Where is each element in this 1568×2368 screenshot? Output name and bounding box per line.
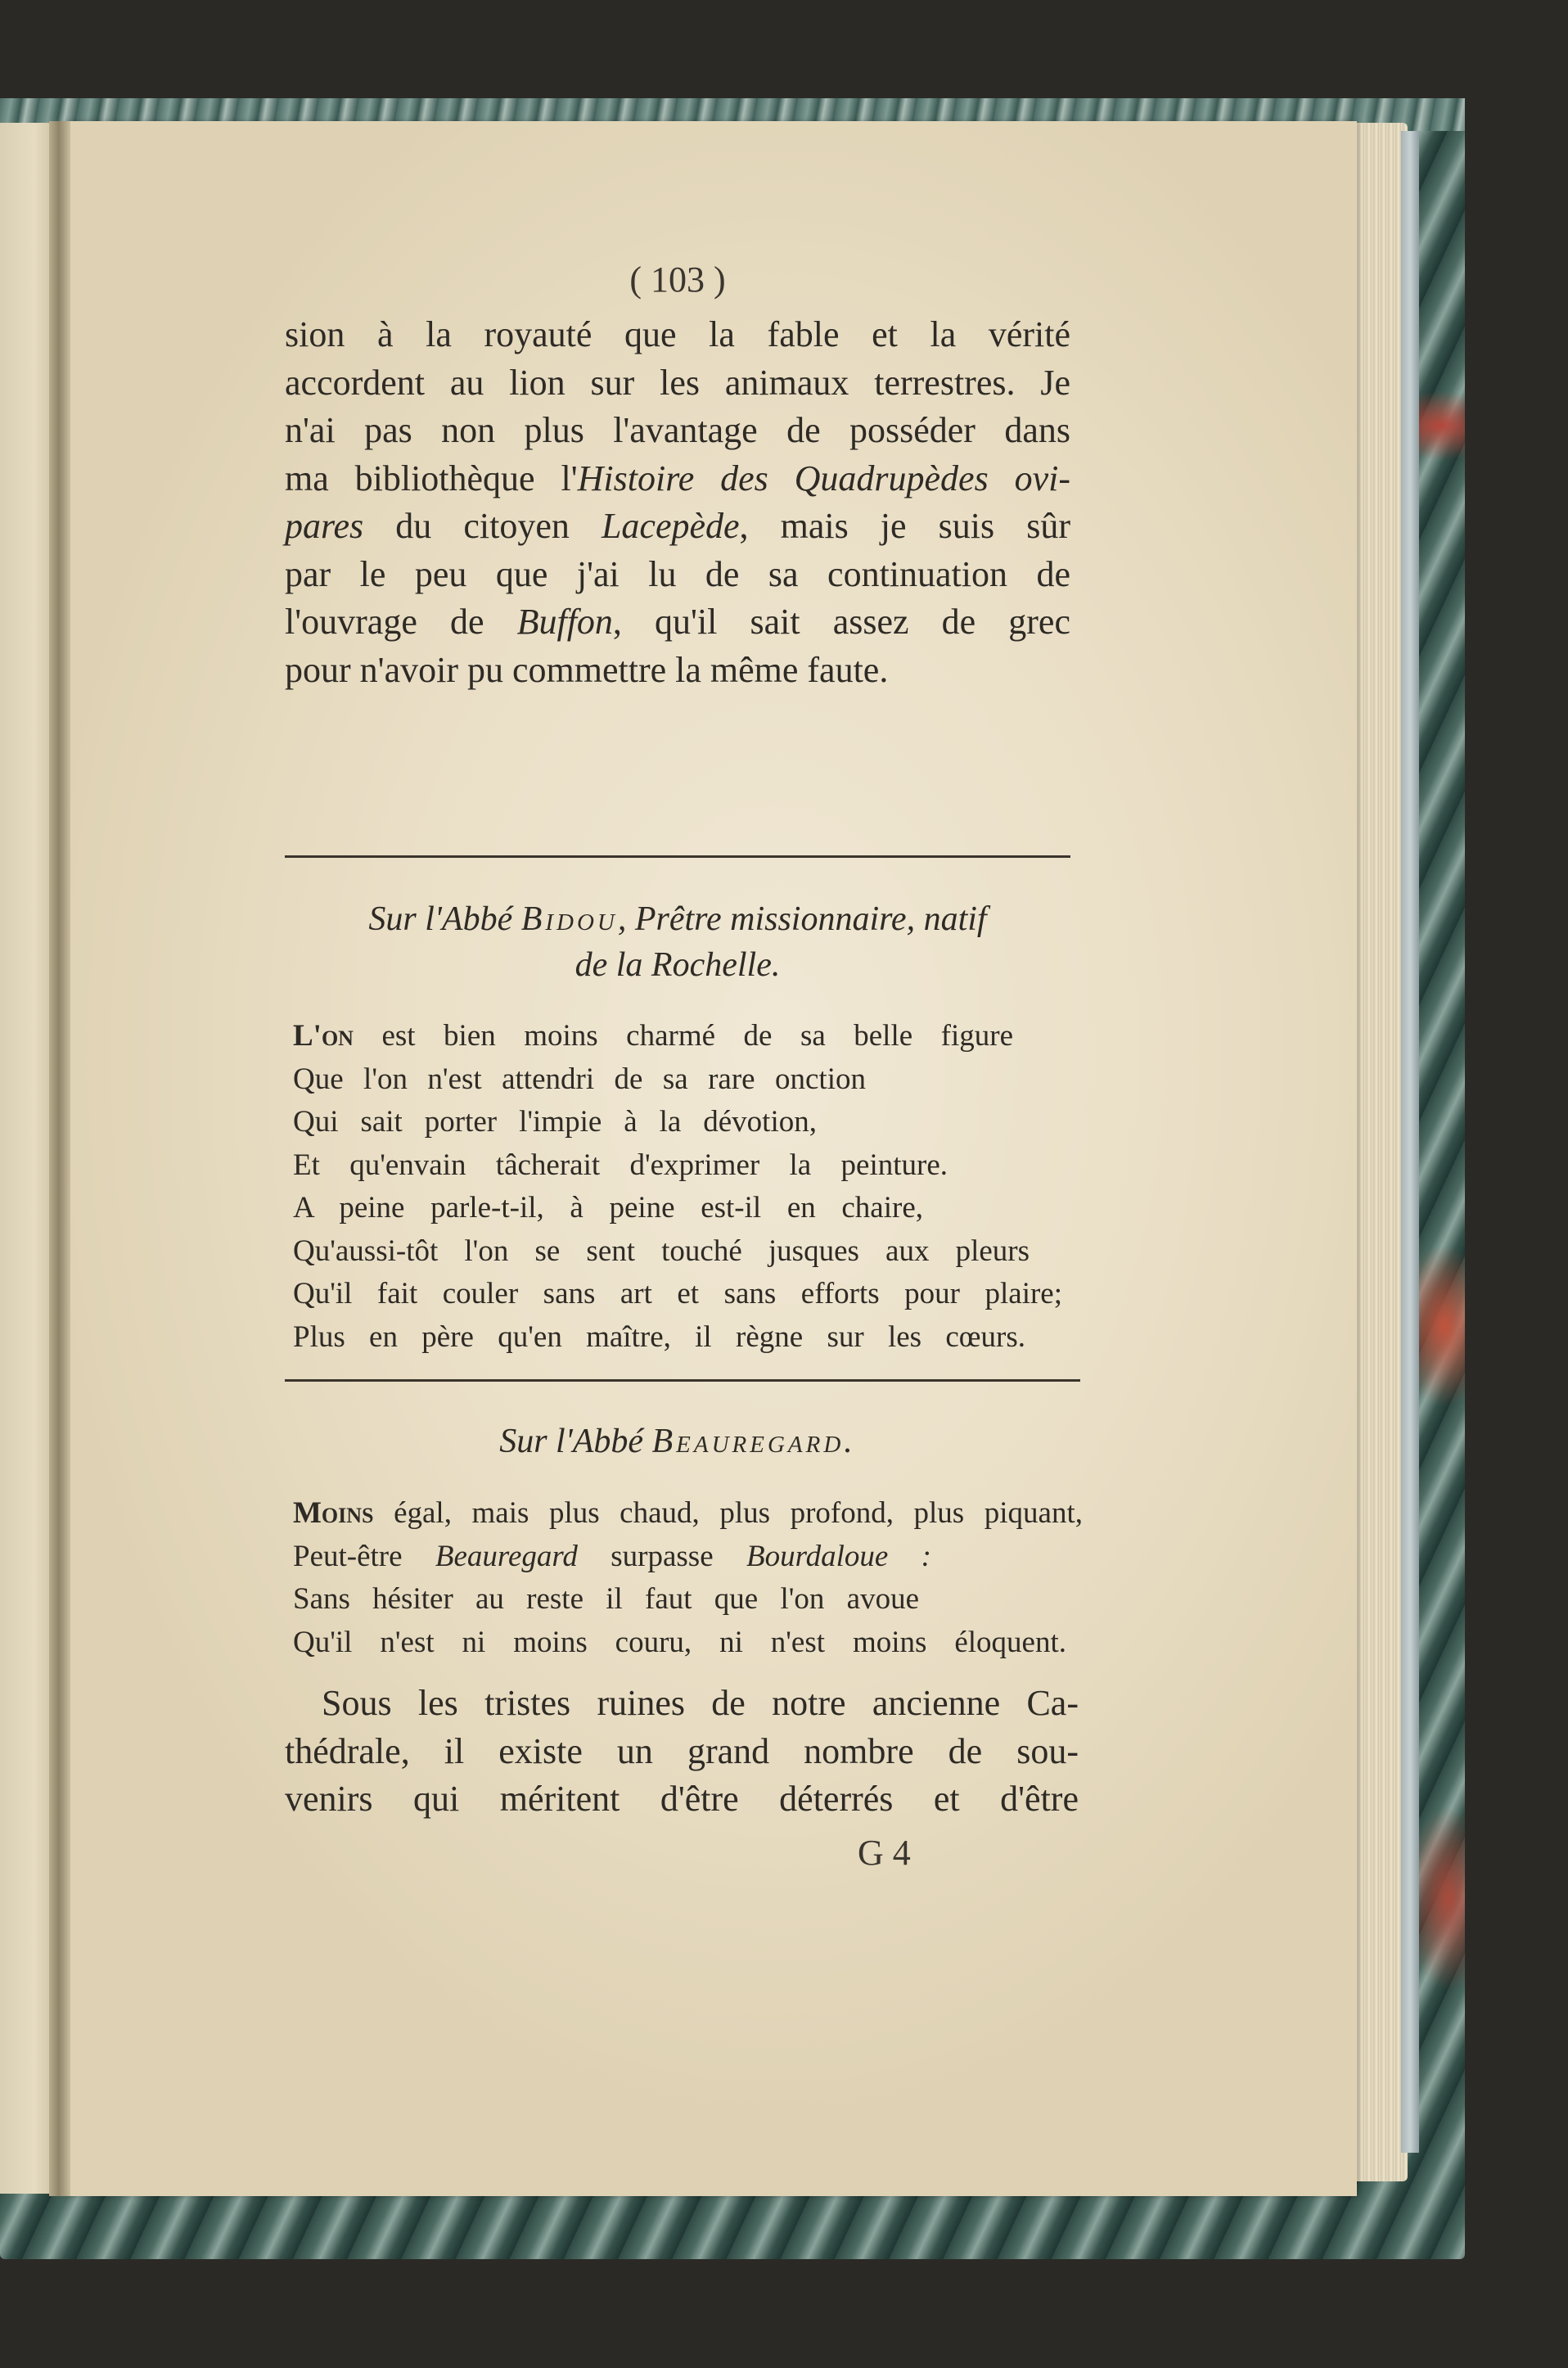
closing-paragraph (285, 1680, 1079, 1824)
poem1-verse (293, 1015, 1062, 1359)
poem1-first-word: L'on (293, 1019, 354, 1053)
poem2-heading-prefix: Sur l'Abbé (499, 1423, 652, 1460)
closing-line-1: Sous les tristes ruines de notre ancienne Ca- (322, 1683, 1079, 1723)
poem2-heading (285, 1419, 1070, 1464)
signature-mark: G 4 (858, 1833, 911, 1873)
poem1-heading (285, 896, 1070, 988)
poem1-line-5: A peine parle-t-il, à peine est-il en chaire, (293, 1191, 923, 1225)
poem1-line-2: Que l'on n'est attendri de sa rare onction (293, 1062, 866, 1096)
section-divider-2 (285, 1379, 1080, 1382)
poem1-heading-line2: de la Rochelle. (574, 946, 781, 984)
section-divider-1 (285, 855, 1070, 858)
poem2-heading-name: Beauregard. (651, 1423, 856, 1460)
opening-paragraph (285, 311, 1070, 694)
poem2-first-word: Moins (293, 1496, 374, 1530)
poem1-heading-name: Bidou (520, 900, 618, 938)
poem2-line-2-name2: Bourdaloue : (746, 1539, 931, 1573)
text-run: l'ouvrage de (285, 602, 517, 642)
opening-line-7 (285, 598, 1070, 647)
poem2-line-1 (293, 1492, 1083, 1536)
text-run: du citoyen (363, 506, 602, 546)
text-run: ma bibliothèque l' (285, 458, 578, 498)
poem2-line-2-a: Peut-être (293, 1539, 435, 1573)
italic-term: pares (285, 506, 364, 546)
opening-line-8: pour n'avoir pu commettre la même faute. (285, 649, 889, 690)
poem2-verse (293, 1492, 1083, 1664)
opening-line-5 (285, 503, 1070, 551)
opening-line-6: par le peu que j'ai lu de sa continuation de (285, 553, 1070, 594)
text-run: , qu'il sait assez de grec (612, 602, 1070, 642)
opening-line-2: accordent au lion sur les animaux terrestres. Je (285, 362, 1070, 403)
opening-line-3: n'ai pas non plus l'avantage de posséder dans (285, 410, 1070, 450)
closing-line-3: venirs qui méritent d'être déterrés et d'être (285, 1779, 1079, 1819)
poem1-line-1-text: est bien moins charmé de sa belle figure (353, 1019, 1013, 1053)
poem1-heading-line1 (285, 896, 1070, 942)
page-number: ( 103 ) (629, 259, 726, 300)
poem2-line-2-b: surpasse (577, 1539, 746, 1573)
italic-term: Buffon (516, 602, 613, 642)
book-page (64, 121, 1357, 2196)
text-run: , mais je suis sûr (739, 506, 1070, 546)
opening-line-4 (285, 455, 1070, 503)
poem1-line-6: Qu'aussi-tôt l'on se sent touché jusques aux pleurs (293, 1234, 1030, 1268)
poem2-line-2 (293, 1536, 931, 1579)
cover-spine-edge (1401, 131, 1419, 2153)
opening-line-1: sion à la royauté que la fable et la vérité (285, 314, 1070, 354)
poem2-line-3: Sans hésiter au reste il faut que l'on avoue (293, 1582, 919, 1616)
gutter-shadow (49, 121, 70, 2196)
italic-term: Histoire des Quadrupèdes ovi- (577, 458, 1070, 498)
poem1-line-4: Et qu'envain tâcherait d'exprimer la peinture. (293, 1148, 948, 1182)
poem2-line-2-name1: Beauregard (435, 1539, 578, 1573)
poem1-line-7: Qu'il fait couler sans art et sans efforts pour plaire; (293, 1277, 1062, 1310)
poem2-line-1-text: égal, mais plus chaud, plus profond, plus piquant, (373, 1496, 1083, 1530)
poem1-line-1 (293, 1015, 1013, 1058)
poem1-line-3: Qui sait porter l'impie à la dévotion, (293, 1105, 817, 1139)
poem1-line-8: Plus en père qu'en maître, il règne sur les cœurs. (293, 1319, 1025, 1354)
poem2-line-4: Qu'il n'est ni moins couru, ni n'est moins éloquent. (293, 1625, 1066, 1659)
poem1-heading-suffix: , Prêtre missionnaire, natif (617, 900, 987, 938)
poem1-heading-prefix: Sur l'Abbé (368, 900, 521, 938)
closing-line-2: thédrale, il existe un grand nombre de sou- (285, 1730, 1079, 1771)
italic-term: Lacepède (601, 506, 740, 546)
